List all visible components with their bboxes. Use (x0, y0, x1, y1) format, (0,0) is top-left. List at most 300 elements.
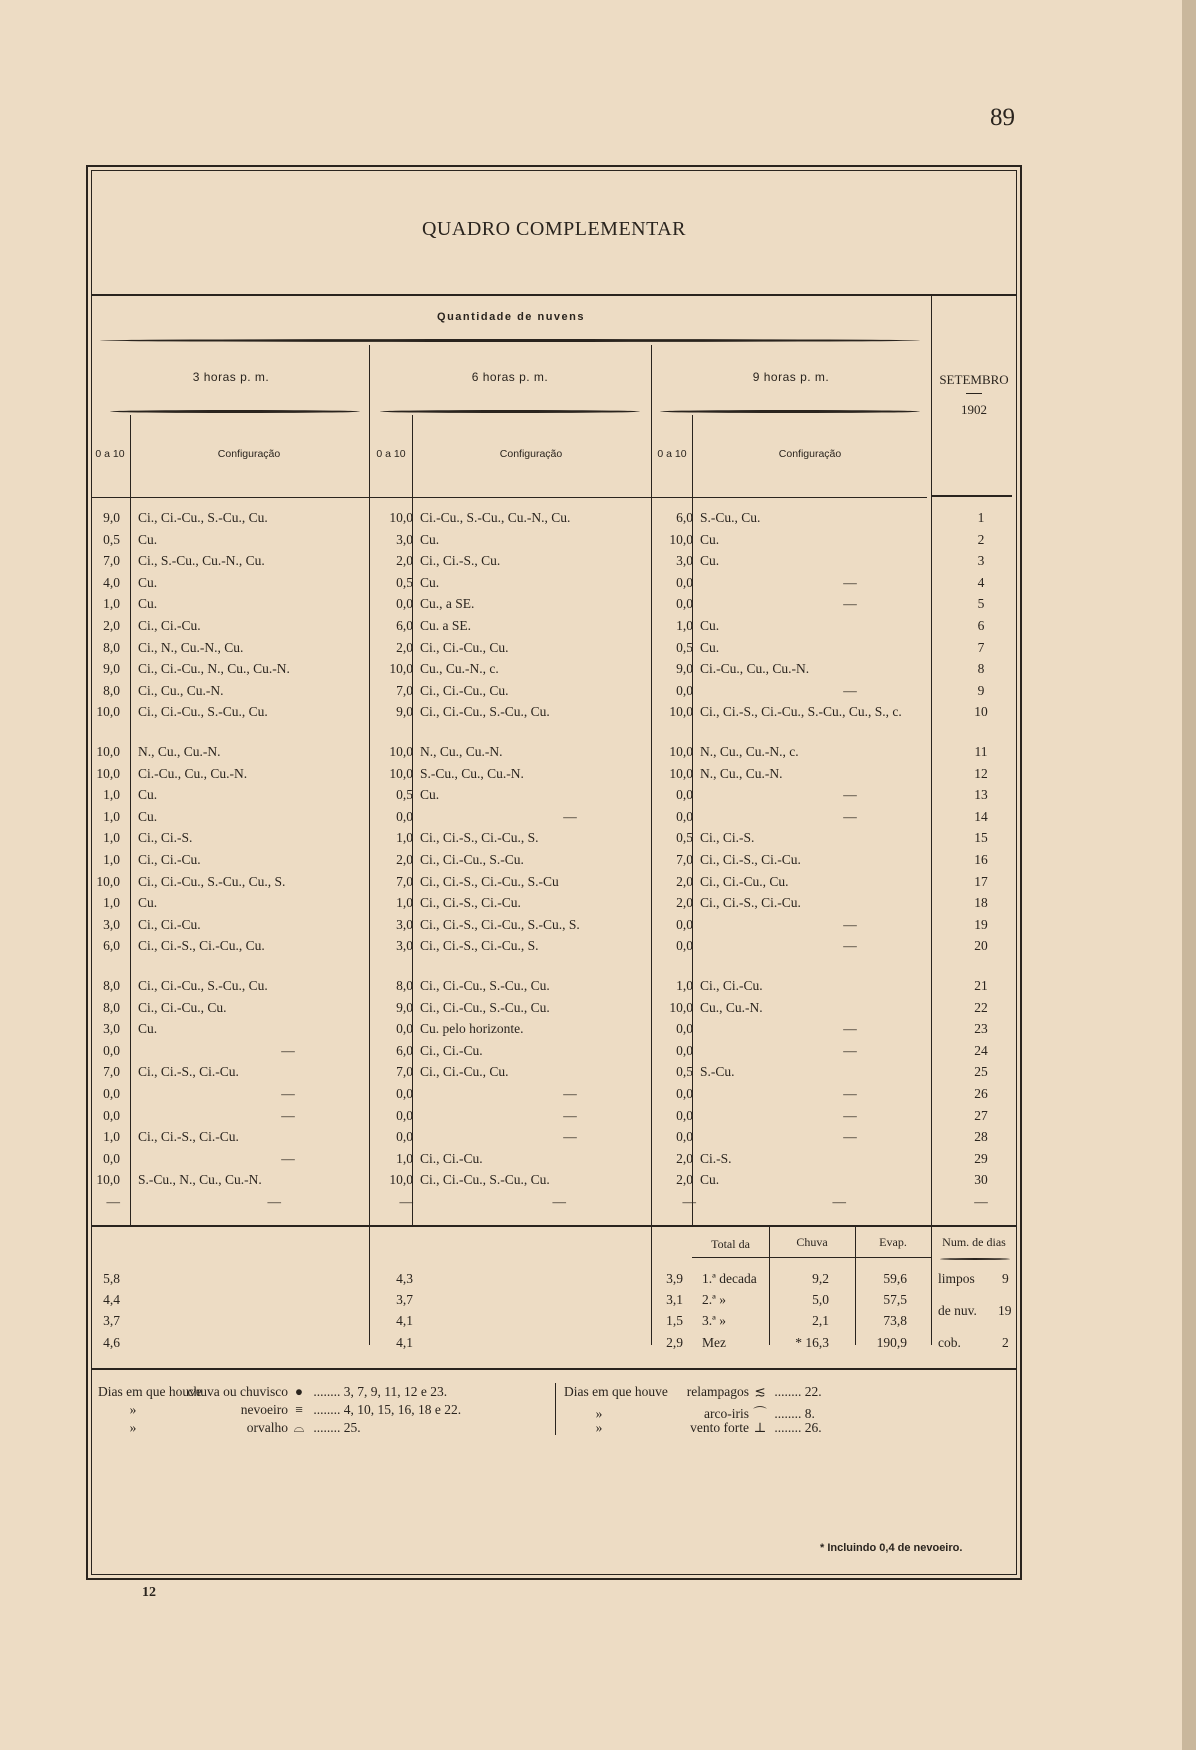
phenomenon-prefix: Dias em que houve (98, 1384, 202, 1399)
config-9pm: Ci., Ci.-S., Ci.-Cu., S.-Cu., Cu., S., c. (700, 704, 902, 720)
config-9pm: — (843, 1107, 857, 1123)
config-6pm: Ci., Ci.-S., Ci.-Cu., S. (420, 938, 539, 954)
cloud-6pm: 10,0 (389, 510, 413, 525)
day-number: 2 (977, 531, 985, 547)
cloud-3pm: 7,0 (103, 1064, 120, 1080)
phenomenon-line (98, 1402, 461, 1418)
phenomenon-prefix: » (129, 1402, 137, 1417)
cloud-6pm: 2,0 (396, 639, 413, 655)
closing-dash: — (399, 1194, 413, 1209)
table-row (91, 618, 1017, 639)
month-year-rule (966, 393, 982, 394)
config-9pm: Cu. (700, 553, 720, 569)
config-3pm: Ci., Ci.-Cu. (138, 618, 201, 633)
cloud-6pm: 7,0 (396, 873, 413, 889)
cloud-9pm: 0,0 (676, 1021, 693, 1037)
summary-total-header: Total da (711, 1237, 750, 1251)
day-number: 30 (974, 1172, 988, 1188)
cloud-6pm: 10,0 (389, 765, 413, 781)
cloud-9pm: 6,0 (676, 510, 693, 525)
config-6pm: Cu. a SE. (420, 618, 472, 633)
cloud-3pm: 1,0 (103, 1129, 120, 1145)
config-3pm: Ci.-Cu., Cu., Cu.-N. (138, 765, 248, 781)
summary-cloud-6pm: 4,3 (396, 1271, 413, 1286)
config-header-6pm: Configuração (499, 448, 563, 460)
config-6pm: Ci.-Cu., S.-Cu., Cu.-N., Cu. (420, 510, 571, 525)
config-3pm: — (281, 1042, 295, 1058)
cloud-9pm: 0,0 (676, 1107, 693, 1123)
leader-dots: ........ (310, 1420, 344, 1435)
phenomenon-line (98, 1384, 447, 1400)
table-row (91, 640, 1017, 661)
day-number: 8 (977, 661, 985, 677)
summary-rain-header: Chuva (796, 1235, 828, 1249)
cloud-6pm: 0,5 (396, 574, 413, 590)
cloud-3pm: 0,0 (103, 1150, 120, 1166)
days-swell (940, 1258, 1010, 1260)
cloud-6pm: 0,0 (396, 1086, 413, 1101)
phenomenon-line (564, 1420, 822, 1436)
cloud-9pm: 2,0 (676, 895, 693, 911)
phenomenon-symbol-icon: ⌓ (293, 1420, 305, 1435)
config-6pm: Cu., Cu.-N., c. (420, 661, 499, 677)
config-6pm: Cu., a SE. (420, 596, 475, 612)
day-number: 25 (974, 1064, 988, 1080)
scale-header-3pm: 0 a 10 (95, 448, 125, 460)
config-3pm: — (281, 1107, 295, 1123)
config-6pm: Ci., Ci.-S., Ci.-Cu., S.-Cu., S. (420, 916, 580, 932)
cloud-3pm: 10,0 (96, 744, 120, 759)
config-6pm: Cu. (420, 531, 440, 547)
day-number: 4 (977, 574, 985, 590)
table-row (91, 1064, 1017, 1085)
cloud-9pm: 0,0 (676, 682, 693, 698)
closing-dash: — (974, 1194, 988, 1209)
summary-cloud-3pm: 3,7 (103, 1313, 120, 1328)
table-row (91, 596, 1017, 617)
phenomenon-label: nevoeiro (240, 1402, 288, 1417)
day-number: 26 (974, 1086, 988, 1101)
config-9pm: S.-Cu. (700, 1064, 735, 1080)
config-9pm: — (843, 1129, 857, 1145)
cloud-quantity-header: Quantidade de nuvens (437, 311, 585, 323)
config-9pm: — (843, 1086, 857, 1101)
summary-rain: 9,2 (812, 1271, 829, 1286)
config-3pm: S.-Cu., N., Cu., Cu.-N. (138, 1172, 262, 1188)
cloud-9pm: 0,0 (676, 1086, 693, 1101)
phenomenon-prefix: » (595, 1420, 603, 1435)
config-3pm: Ci., Ci.-Cu., Cu. (138, 999, 227, 1015)
config-3pm: Ci., Ci.-Cu. (138, 852, 201, 867)
table-row (91, 744, 1017, 765)
footer-divider (555, 1383, 556, 1435)
config-9pm: Ci., Ci.-S., Ci.-Cu. (700, 852, 801, 867)
cloud-6pm: 0,5 (396, 787, 413, 803)
table-row (91, 1108, 1017, 1129)
table-row (91, 1086, 1017, 1107)
table-row (91, 704, 1017, 725)
cloud-3pm: 1,0 (103, 852, 120, 867)
cloud-9pm: 1,0 (676, 978, 693, 993)
phenomenon-line (564, 1384, 822, 1400)
config-6pm: S.-Cu., Cu., Cu.-N. (420, 765, 524, 781)
year-header: 1902 (961, 402, 987, 417)
config-3pm: Ci., Ci.-S. (138, 830, 193, 846)
phenomenon-symbol-icon: ≲ (754, 1384, 766, 1399)
cloud-3pm: 4,0 (103, 574, 120, 590)
day-number: 1 (977, 510, 985, 525)
summary-cloud-6pm: 4,1 (396, 1313, 413, 1328)
day-number: 20 (974, 938, 988, 954)
signature-mark: 12 (142, 1585, 156, 1600)
day-number: 23 (974, 1021, 988, 1037)
summary-period: 1.ª decada (702, 1271, 757, 1286)
cloud-6pm: 10,0 (389, 661, 413, 677)
table-row (91, 938, 1017, 959)
cloud-3pm: 8,0 (103, 639, 120, 655)
config-9pm: — (843, 916, 857, 932)
cloud-9pm: 9,0 (676, 661, 693, 677)
cloud-3pm: 3,0 (103, 916, 120, 932)
config-6pm: Cu. (420, 574, 440, 590)
config-3pm: Ci., Ci.-Cu., S.-Cu., Cu., S. (138, 873, 286, 889)
day-number: 15 (974, 830, 988, 846)
table-row (91, 532, 1017, 553)
summary-rain: 2,1 (812, 1313, 829, 1328)
config-6pm: — (563, 1129, 577, 1145)
summary-evap: 190,9 (876, 1335, 907, 1350)
header-swell-rule (100, 339, 920, 342)
cloud-6pm: 1,0 (396, 1150, 413, 1166)
cloud-3pm: 8,0 (103, 978, 120, 993)
cloud-9pm: 0,0 (676, 916, 693, 932)
table-row (91, 830, 1017, 851)
cloud-3pm: 0,0 (103, 1107, 120, 1123)
day-number: 27 (974, 1107, 988, 1123)
phenomenon-label: arco-iris (704, 1406, 749, 1421)
days-overcast-value: 2 (1002, 1335, 1009, 1350)
cloud-3pm: 10,0 (96, 704, 120, 720)
time-9pm-header: 9 horas p. m. (752, 370, 830, 384)
cloud-6pm: 10,0 (389, 1172, 413, 1188)
phenomenon-prefix: Dias em que houve (564, 1384, 668, 1399)
config-6pm: Cu. (420, 787, 440, 803)
config-3pm: Ci., Cu., Cu.-N. (138, 682, 224, 698)
day-number: 17 (974, 873, 988, 889)
cloud-3pm: 0,5 (103, 531, 120, 547)
table-row (91, 874, 1017, 895)
cloud-9pm: 10,0 (669, 999, 693, 1015)
phenomenon-days: 4, 10, 15, 16, 18 e 22. (343, 1402, 462, 1417)
closing-dash: — (682, 1194, 696, 1209)
config-9pm: Cu., Cu.-N. (700, 999, 763, 1015)
cloud-3pm: 8,0 (103, 999, 120, 1015)
scale-header-6pm: 0 a 10 (376, 448, 406, 460)
swell-9pm (660, 410, 920, 413)
summary-evap: 73,8 (883, 1313, 907, 1328)
config-9pm: Ci., Ci.-Cu. (700, 978, 763, 993)
phenomenon-days: 22. (804, 1384, 822, 1399)
table-row (91, 575, 1017, 596)
config-9pm: Ci., Ci.-S., Ci.-Cu. (700, 895, 801, 911)
config-3pm: Ci., Ci.-Cu., S.-Cu., Cu. (138, 978, 268, 993)
cloud-9pm: 0,0 (676, 1042, 693, 1058)
summary-cloud-9pm: 1,5 (666, 1313, 683, 1328)
config-3pm: Ci., S.-Cu., Cu.-N., Cu. (138, 553, 265, 569)
cloud-6pm: 3,0 (396, 938, 413, 954)
phenomenon-label: orvalho (246, 1420, 288, 1435)
day-number: 11 (974, 744, 988, 759)
config-6pm: — (563, 808, 577, 824)
cloud-9pm: 2,0 (676, 1172, 693, 1188)
page-number: 89 (990, 104, 1015, 131)
cloud-3pm: 1,0 (103, 787, 120, 803)
summary-cloud-3pm: 4,4 (103, 1292, 120, 1307)
cloud-9pm: 1,0 (676, 618, 693, 633)
cloud-9pm: 0,0 (676, 596, 693, 612)
summary-cloud-9pm: 3,9 (666, 1271, 683, 1286)
day-number: 24 (974, 1042, 988, 1058)
cloud-3pm: 10,0 (96, 765, 120, 781)
config-6pm: Ci., Ci.-Cu., Cu. (420, 1064, 509, 1080)
config-9pm: Ci.-Cu., Cu., Cu.-N. (700, 661, 810, 677)
cloud-9pm: 3,0 (676, 553, 693, 569)
table-row (91, 1151, 1017, 1172)
summary-cloud-3pm: 5,8 (103, 1271, 120, 1286)
config-6pm: Ci., Ci.-Cu., Cu. (420, 639, 509, 655)
config-6pm: Ci., Ci.-Cu., S.-Cu., Cu. (420, 704, 550, 720)
summary-evap: 59,6 (883, 1271, 907, 1286)
config-header-9pm: Configuração (778, 448, 842, 460)
table-row (91, 852, 1017, 873)
closing-dash: — (552, 1194, 566, 1209)
cloud-6pm: 9,0 (396, 999, 413, 1015)
summary-rain: 5,0 (812, 1292, 829, 1307)
cloud-9pm: 0,0 (676, 938, 693, 954)
cloud-9pm: 0,5 (676, 639, 693, 655)
cloud-3pm: 9,0 (103, 510, 120, 525)
cloud-3pm: 0,0 (103, 1086, 120, 1101)
summary-period: 2.ª » (702, 1292, 726, 1307)
leader-dots: ........ (310, 1384, 344, 1399)
cloud-3pm: 2,0 (103, 618, 120, 633)
phenomenon-label: vento forte (690, 1420, 749, 1435)
day-number: 7 (977, 639, 985, 655)
table-row (91, 809, 1017, 830)
cloud-6pm: 2,0 (396, 852, 413, 867)
table-row (91, 510, 1017, 531)
config-3pm: Ci., Ci.-Cu. (138, 916, 201, 932)
config-3pm: — (281, 1086, 295, 1101)
config-6pm: Ci., Ci.-Cu., S.-Cu., Cu. (420, 978, 550, 993)
phenomenon-line (98, 1420, 361, 1436)
config-9pm: Ci., Ci.-Cu., Cu. (700, 873, 789, 889)
config-6pm: — (563, 1086, 577, 1101)
cloud-3pm: 7,0 (103, 553, 120, 569)
config-3pm: Cu. (138, 574, 158, 590)
table-row (91, 553, 1017, 574)
config-6pm: N., Cu., Cu.-N. (420, 744, 503, 759)
config-header-3pm: Configuração (217, 448, 281, 460)
summary-rain: * 16,3 (795, 1335, 829, 1350)
cloud-6pm: 0,0 (396, 596, 413, 612)
config-3pm: Ci., Ci.-S., Ci.-Cu., Cu. (138, 938, 265, 954)
summary-cloud-6pm: 3,7 (396, 1292, 413, 1307)
cloud-6pm: 0,0 (396, 808, 413, 824)
config-9pm: — (843, 787, 857, 803)
cloud-9pm: 0,5 (676, 1064, 693, 1080)
config-9pm: — (843, 596, 857, 612)
table-row (91, 978, 1017, 999)
month-header: SETEMBRO (939, 372, 1009, 387)
cloud-6pm: 3,0 (396, 916, 413, 932)
phenomenon-symbol-icon: ⌒ (753, 1406, 767, 1421)
day-number: 21 (974, 978, 988, 993)
day-number: 12 (974, 765, 988, 781)
table-row (91, 661, 1017, 682)
table-closing-row (91, 1194, 1017, 1215)
cloud-6pm: 7,0 (396, 682, 413, 698)
closing-dash: — (267, 1194, 281, 1209)
config-3pm: Cu. (138, 531, 158, 547)
cloud-9pm: 10,0 (669, 704, 693, 720)
page-title: QUADRO COMPLEMENTAR (421, 218, 687, 240)
phenomenon-symbol-icon: ● (294, 1384, 304, 1399)
config-9pm: Cu. (700, 531, 720, 547)
config-3pm: Ci., Ci.-S., Ci.-Cu. (138, 1064, 239, 1080)
scale-header-9pm: 0 a 10 (657, 448, 687, 460)
phenomenon-line (564, 1402, 815, 1422)
day-number: 22 (974, 999, 988, 1015)
summary-cloud-9pm: 3,1 (666, 1292, 683, 1307)
days-overcast-label: cob. (938, 1335, 961, 1350)
cloud-9pm: 0,0 (676, 787, 693, 803)
config-9pm: Cu. (700, 1172, 720, 1188)
config-9pm: N., Cu., Cu.-N. (700, 765, 783, 781)
day-number: 13 (974, 787, 988, 803)
config-6pm: Ci., Ci.-Cu., S.-Cu., Cu. (420, 1172, 550, 1188)
cloud-9pm: 2,0 (676, 873, 693, 889)
cloud-9pm: 10,0 (669, 765, 693, 781)
cloud-6pm: 2,0 (396, 553, 413, 569)
config-9pm: Ci.-S. (700, 1150, 732, 1166)
cloud-6pm: 1,0 (396, 895, 413, 911)
config-6pm: Ci., Ci.-Cu., S.-Cu. (420, 852, 524, 867)
header-body-rule (91, 497, 927, 498)
config-9pm: — (843, 682, 857, 698)
days-cloudy-label: de nuv. (938, 1303, 977, 1318)
day-header-rule (932, 495, 1012, 497)
table-row (91, 1043, 1017, 1064)
config-3pm: Ci., Ci.-Cu., S.-Cu., Cu. (138, 704, 268, 720)
phenomenon-days: 3, 7, 9, 11, 12 e 23. (343, 1384, 448, 1399)
day-number: 29 (974, 1150, 988, 1166)
config-9pm: S.-Cu., Cu. (700, 510, 761, 525)
table-row (91, 1021, 1017, 1042)
cloud-9pm: 0,0 (676, 574, 693, 590)
table-row (91, 895, 1017, 916)
footnote: * Incluindo 0,4 de nevoeiro. (820, 1542, 963, 1554)
summary-period: Mez (702, 1335, 726, 1350)
day-number: 18 (974, 895, 988, 911)
leader-dots: ........ (771, 1384, 805, 1399)
config-9pm: Cu. (700, 639, 720, 655)
phenomenon-label: chuva ou chuvisco (187, 1384, 288, 1399)
cloud-3pm: 3,0 (103, 1021, 120, 1037)
table-row (91, 787, 1017, 808)
cloud-6pm: 6,0 (396, 1042, 413, 1058)
cloud-6pm: 8,0 (396, 978, 413, 993)
cloud-6pm: 7,0 (396, 1064, 413, 1080)
time-3pm-header: 3 horas p. m. (192, 370, 270, 384)
cloud-9pm: 0,0 (676, 808, 693, 824)
cloud-6pm: 10,0 (389, 744, 413, 759)
cloud-3pm: 1,0 (103, 596, 120, 612)
config-3pm: Ci., Ci.-Cu., N., Cu., Cu.-N. (138, 661, 290, 677)
day-number: 28 (974, 1129, 988, 1145)
config-9pm: — (843, 574, 857, 590)
config-6pm: Ci., Ci.-S., Ci.-Cu., S. (420, 830, 539, 846)
config-6pm: Ci., Ci.-Cu. (420, 1042, 483, 1058)
closing-dash: — (832, 1194, 846, 1209)
cloud-3pm: 8,0 (103, 682, 120, 698)
config-6pm: Ci., Ci.-S., Ci.-Cu. (420, 895, 521, 911)
leader-dots: ........ (771, 1420, 805, 1435)
time-6pm-header: 6 horas p. m. (471, 370, 549, 384)
config-3pm: — (281, 1150, 295, 1166)
cloud-9pm: 0,0 (676, 1129, 693, 1145)
config-9pm: — (843, 808, 857, 824)
closing-dash: — (106, 1194, 120, 1209)
days-cloudy-value: 19 (998, 1303, 1012, 1318)
config-9pm: — (843, 1021, 857, 1037)
config-3pm: Cu. (138, 1021, 158, 1037)
days-clear-value: 9 (1002, 1271, 1009, 1286)
title-divider (91, 294, 1017, 296)
cloud-6pm: 9,0 (396, 704, 413, 720)
cloud-3pm: 10,0 (96, 873, 120, 889)
cloud-3pm: 1,0 (103, 808, 120, 824)
day-number: 16 (974, 852, 988, 867)
cloud-9pm: 0,5 (676, 830, 693, 846)
table-row (91, 1172, 1017, 1193)
day-number: 5 (977, 596, 985, 612)
day-number: 19 (974, 916, 988, 932)
config-6pm: Ci., Ci.-Cu., Cu. (420, 682, 509, 698)
day-number: 6 (977, 618, 985, 633)
cloud-3pm: 1,0 (103, 830, 120, 846)
leader-dots: ........ (310, 1402, 344, 1417)
summary-cloud-9pm: 2,9 (666, 1335, 683, 1350)
config-3pm: Ci., N., Cu.-N., Cu. (138, 639, 244, 655)
config-9pm: Cu. (700, 618, 720, 633)
table-bottom-rule (91, 1225, 1017, 1227)
table-row (91, 1129, 1017, 1150)
cloud-6pm: 6,0 (396, 618, 413, 633)
summary-cloud-3pm: 4,6 (103, 1335, 120, 1350)
cloud-6pm: 0,0 (396, 1129, 413, 1145)
cloud-3pm: 6,0 (103, 938, 120, 954)
summary-bottom-rule (91, 1368, 1017, 1370)
phenomenon-days: 25. (343, 1420, 361, 1435)
cloud-9pm: 2,0 (676, 1150, 693, 1166)
summary-days-header: Num. de dias (942, 1235, 1006, 1249)
phenomenon-prefix: » (595, 1406, 603, 1421)
day-number: 3 (977, 553, 985, 569)
phenomenon-days: 26. (804, 1420, 822, 1435)
cloud-9pm: 10,0 (669, 531, 693, 547)
phenomenon-label: relampagos (686, 1384, 749, 1399)
